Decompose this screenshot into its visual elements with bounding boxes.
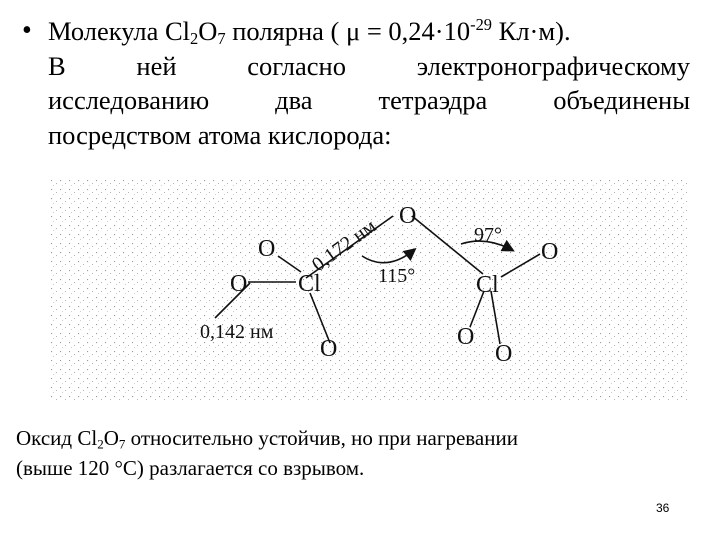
- bond-length-long-label: 0,172 нм: [308, 215, 381, 277]
- atom-oxygen-bottom-2: O: [457, 324, 475, 350]
- power-base: 10: [443, 16, 471, 46]
- caption-subscript-7: 7: [118, 436, 126, 452]
- caption-line-1-rest: относительно устойчив, но при нагревании: [125, 426, 518, 450]
- bond-length-short-label: 0,142 нм: [200, 321, 274, 343]
- angle-bridge-label: 115°: [378, 265, 416, 287]
- atom-chlorine-1: Cl: [298, 271, 321, 297]
- bullet-text: [48, 14, 690, 152]
- molecule-structure-svg: [50, 178, 690, 400]
- angle-terminal-label: 97°: [474, 224, 502, 246]
- bullet-line-1: [48, 14, 690, 49]
- formula-prefix: Молекула Cl: [48, 16, 191, 46]
- atom-oxygen-left: O: [230, 271, 248, 297]
- atom-oxygen-top: O: [258, 236, 276, 262]
- subscript-2: 2: [190, 29, 199, 49]
- atom-oxygen-bottom-3: O: [495, 341, 513, 367]
- dipole-value: = 0,24: [360, 16, 435, 46]
- subscript-7: 7: [217, 29, 226, 49]
- caption-paragraph: [16, 423, 706, 483]
- power-exponent: -29: [470, 15, 493, 35]
- caption-subscript-2: 2: [97, 436, 104, 452]
- page-number: 36: [656, 501, 670, 515]
- molecule-diagram: [50, 178, 690, 400]
- caption-formula-prefix: Оксид Cl: [16, 426, 98, 450]
- formula-oxygen: O: [198, 16, 218, 46]
- caption-line-2: (выше 120 °C) разлагается со взрывом.: [16, 456, 365, 480]
- atom-oxygen-right: O: [541, 239, 559, 265]
- bullet-line-3: исследованию два тетраэдра объединены: [48, 85, 690, 115]
- stipple-background: [50, 178, 690, 400]
- bullet-marker: •: [22, 15, 32, 46]
- bullet-line-4: посредством атома кислорода:: [48, 119, 392, 150]
- atom-oxygen-bottom-1: O: [320, 336, 338, 362]
- caption-formula-oxygen: O: [103, 426, 119, 450]
- mu-symbol: μ: [346, 16, 361, 46]
- dipole-unit: Кл·м).: [492, 16, 571, 46]
- atom-oxygen-bridge: O: [399, 203, 417, 229]
- bullet-line-2: В ней согласно электронографическому: [48, 50, 690, 81]
- atom-chlorine-2: Cl: [476, 272, 499, 298]
- bullet-paragraph: [22, 14, 690, 152]
- polarity-text: полярна (: [225, 16, 346, 46]
- multiply-dot: ·: [434, 16, 444, 46]
